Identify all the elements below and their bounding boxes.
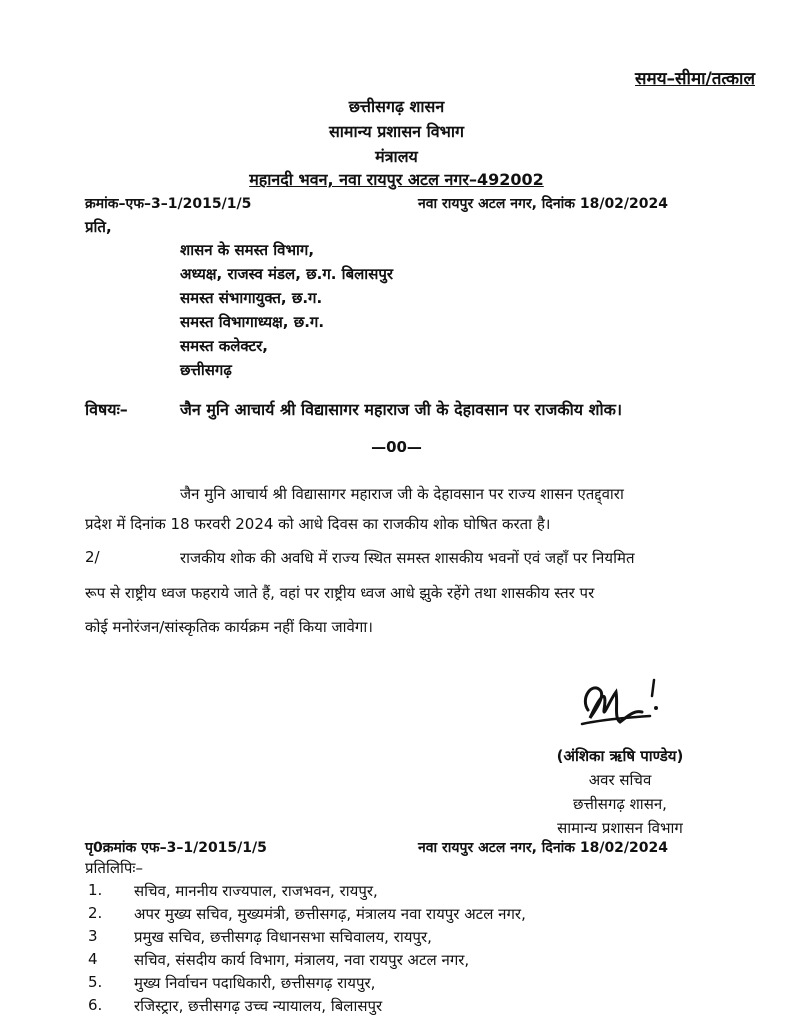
recipient: समस्त विभागाध्यक्ष, छ.ग.	[180, 313, 325, 331]
subject-label: विषयः–	[85, 400, 128, 419]
to-label: प्रति,	[85, 218, 112, 236]
list-item-text: रजिस्ट्रार, छत्तीसगढ़ उच्च न्यायालय, बिलासपुर	[134, 997, 383, 1015]
signatory-organisation: छत्तीसगढ़ शासन,	[573, 795, 667, 813]
header-government: छत्तीसगढ़ शासन	[348, 97, 445, 116]
signatory-designation: अवर सचिव	[588, 771, 652, 789]
endorsement-number: पृ0क्रमांक एफ–3–1/2015/1/5	[85, 840, 267, 856]
subject-text: जैन मुनि आचार्य श्री विद्यासागर महाराज जी के देहावसान पर राजकीय शोक।	[180, 400, 623, 419]
list-item-text: सचिव, माननीय राज्यपाल, राजभवन, रायपुर,	[134, 882, 378, 900]
list-item-number: 3	[88, 927, 98, 945]
list-item-text: अपर मुख्य सचिव, मुख्यमंत्री, छत्तीसगढ़, मंत्रालय नवा रायपुर अटल नगर,	[134, 905, 526, 923]
recipient: छत्तीसगढ़	[180, 361, 232, 379]
recipient: समस्त कलेक्टर,	[180, 337, 268, 355]
paragraph-2-number: 2/	[85, 548, 100, 566]
header-address: महानदी भवन, नवा रायपुर अटल नगर–492002	[249, 170, 544, 189]
list-item-text: मुख्य निर्वाचन पदाधिकारी, छत्तीसगढ़ रायपुर,	[134, 974, 376, 992]
list-item-number: 5.	[88, 973, 103, 991]
reference-number: क्रमांक–एफ–3–1/2015/1/5	[85, 196, 252, 212]
recipient: अध्यक्ष, राजस्व मंडल, छ.ग. बिलासपुर	[180, 265, 393, 283]
paragraph-2-line-3: कोई मनोरंजन/सांस्कृतिक कार्यक्रम नहीं किया जावेगा।	[85, 618, 373, 636]
list-item-number: 4	[88, 950, 98, 968]
recipient: शासन के समस्त विभाग,	[180, 241, 315, 259]
paragraph-1-line-2: प्रदेश में दिनांक 18 फरवरी 2024 को आधे दिवस का राजकीय शोक घोषित करता है।	[85, 515, 551, 533]
signatory-name: (अंशिका ऋषि पाण्डेय)	[556, 747, 684, 765]
list-item-number: 2.	[88, 904, 103, 922]
list-item-number: 1.	[88, 881, 103, 899]
header-department: सामान्य प्रशासन विभाग	[328, 122, 465, 141]
paragraph-2-line-1: राजकीय शोक की अवधि में राज्य स्थित समस्त शासकीय भवनों एवं जहाँ पर नियमित	[180, 549, 635, 567]
paragraph-1-line-1: जैन मुनि आचार्य श्री विद्यासागर महाराज जी के देहावसान पर राज्य शासन एतद्द्वारा	[180, 485, 624, 503]
separator: —00—	[371, 438, 422, 456]
copy-label: प्रतिलिपिः–	[85, 859, 143, 877]
urgency-label: समय–सीमा/तत्काल	[635, 69, 755, 89]
paragraph-2-line-2: रूप से राष्ट्रीय ध्वज फहराये जाते हैं, वहां पर राष्ट्रीय ध्वज आधे झुके रहेंगे तथा शासकीय स्तर पर	[85, 584, 595, 602]
recipient: समस्त संभागायुक्त, छ.ग.	[180, 289, 323, 307]
endorsement-date: नवा रायपुर अटल नगर, दिनांक 18/02/2024	[418, 840, 669, 856]
signatory-department: सामान्य प्रशासन विभाग	[557, 819, 683, 837]
reference-date: नवा रायपुर अटल नगर, दिनांक 18/02/2024	[418, 196, 669, 212]
header-secretariat: मंत्रालय	[375, 147, 418, 166]
handwritten-signature	[570, 670, 670, 740]
list-item-number: 6.	[88, 996, 103, 1014]
list-item-text: सचिव, संसदीय कार्य विभाग, मंत्रालय, नवा रायपुर अटल नगर,	[134, 951, 470, 969]
list-item-text: प्रमुख सचिव, छत्तीसगढ़ विधानसभा सचिवालय, रायपुर,	[134, 928, 432, 946]
